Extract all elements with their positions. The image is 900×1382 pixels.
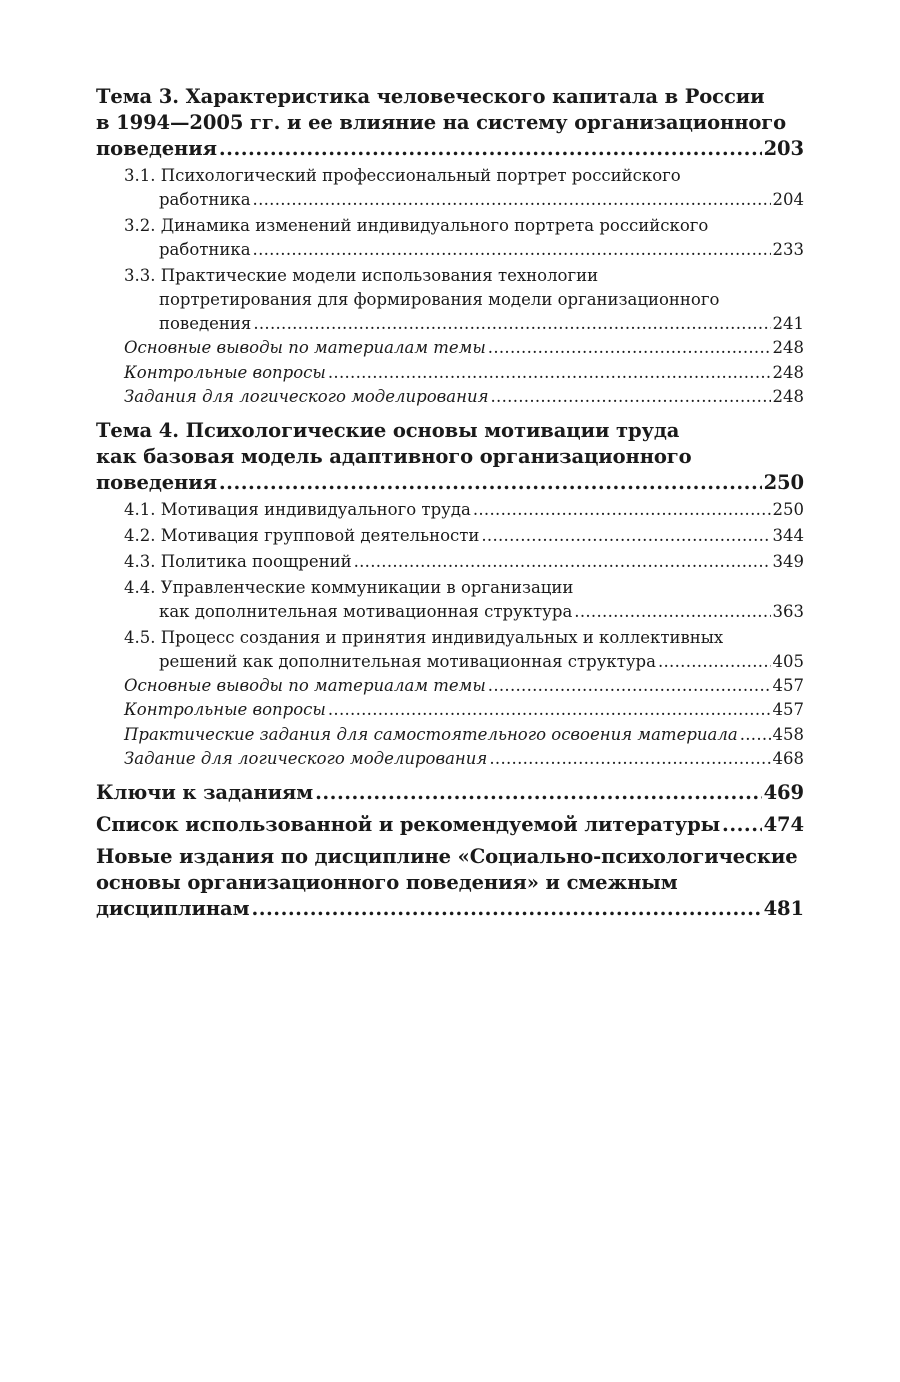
- aux-label: Основные выводы по материалам темы: [124, 675, 486, 695]
- page-number: 457: [772, 675, 804, 695]
- section-title-text: 4.3. Политика поощрений: [124, 551, 352, 571]
- page-number: 250: [772, 499, 804, 519]
- section-title-line: 3.3. Практические модели использования технологии: [124, 266, 599, 285]
- toc-section-4-4: [96, 576, 804, 624]
- page-number: 468: [772, 749, 804, 768]
- section-title-last-line: [124, 550, 804, 574]
- toc-section-3-2: [96, 214, 804, 262]
- toc-aux-item: [124, 361, 804, 386]
- page-number: 481: [763, 896, 804, 920]
- dot-leader: [658, 650, 771, 674]
- chapter-title-last-line: [96, 812, 804, 838]
- section-title-line: 3.1. Психологический профессиональный портрет российского: [124, 166, 681, 185]
- dot-leader: [328, 698, 771, 723]
- toc-section-4-5: [96, 626, 804, 674]
- chapter-title-last-line: [96, 136, 804, 162]
- page-number: 248: [772, 387, 804, 406]
- table-of-contents: [96, 84, 804, 922]
- aux-label: Контрольные вопросы: [124, 700, 326, 719]
- section-title-text: 4.2. Мотивация групповой деятельности: [124, 525, 480, 545]
- chapter-title-last-line: [96, 896, 804, 922]
- toc-aux-group-topic4: [96, 674, 804, 772]
- chapter-title-last-line: [96, 780, 804, 806]
- section-title-last-line: [124, 600, 804, 624]
- chapter-title-text: Список использованной и рекомендуемой литературы: [96, 812, 721, 836]
- toc-section-4-1: [96, 498, 804, 522]
- aux-label: Контрольные вопросы: [124, 362, 326, 382]
- dot-leader: [473, 498, 771, 522]
- dot-leader: [253, 312, 770, 336]
- page-number: 203: [763, 137, 804, 160]
- toc-chapter-topic3: [96, 84, 804, 162]
- section-title-line: 4.5. Процесс создания и принятия индивидуальных и коллективных: [124, 627, 724, 647]
- toc-aux-group-topic3: [96, 336, 804, 410]
- aux-label: Практические задания для самостоятельного освоения материала: [124, 724, 738, 744]
- section-title-line: 4.4. Управленческие коммуникации в организации: [124, 577, 574, 597]
- page-number: 363: [772, 601, 804, 621]
- dot-leader: [740, 723, 771, 748]
- dot-leader: [722, 812, 762, 838]
- page-number: 474: [763, 812, 804, 836]
- section-title-line: 3.2. Динамика изменений индивидуального портрета российского: [124, 216, 709, 235]
- dot-leader: [328, 361, 771, 386]
- section-title-text: поведения: [159, 314, 252, 333]
- chapter-title-line: в 1994—2005 гг. и ее влияние на систему организационного: [96, 111, 787, 134]
- page-number: 458: [772, 724, 804, 744]
- chapter-title-text: поведения: [96, 137, 217, 160]
- dot-leader: [489, 747, 770, 772]
- page-number: 204: [772, 190, 804, 209]
- toc-aux-item: [124, 747, 804, 772]
- page-number: 349: [772, 551, 804, 571]
- page-number: 457: [772, 700, 804, 719]
- page-number: 248: [772, 362, 804, 382]
- toc-section-3-1: [96, 164, 804, 212]
- section-title-text: решений как дополнительная мотивационная структура: [159, 651, 656, 671]
- chapter-title-line: Новые издания по дисциплине «Социально-психологические: [96, 844, 798, 868]
- page-number: 241: [772, 314, 804, 333]
- page-number: 233: [772, 240, 804, 259]
- chapter-title-text: Ключи к заданиям: [96, 780, 314, 804]
- section-title-line: портретирования для формирования модели организационного: [159, 290, 720, 309]
- section-title-last-line: [124, 188, 804, 212]
- section-title-last-line: [124, 498, 804, 522]
- chapter-title-line: Тема 3. Характеристика человеческого капитала в России: [96, 85, 765, 108]
- toc-aux-item: [124, 336, 804, 361]
- toc-chapter-literature: [96, 812, 804, 838]
- section-title-last-line: [124, 524, 804, 548]
- toc-chapter-keys: [96, 780, 804, 806]
- chapter-title-line: как базовая модель адаптивного организационного: [96, 444, 692, 468]
- toc-chapter-new-editions: [96, 844, 804, 922]
- dot-leader: [253, 238, 771, 262]
- aux-label: Задания для логического моделирования: [124, 387, 489, 406]
- section-title-text: 4.1. Мотивация индивидуального труда: [124, 499, 471, 519]
- aux-label: Задание для логического моделирования: [124, 749, 488, 768]
- toc-section-4-3: [96, 550, 804, 574]
- aux-label: Основные выводы по материалам темы: [124, 338, 486, 357]
- dot-leader: [253, 188, 771, 212]
- chapter-title-line: основы организационного поведения» и смежным: [96, 870, 678, 894]
- section-title-text: работника: [159, 190, 251, 209]
- dot-leader: [488, 674, 771, 699]
- chapter-title-last-line: [96, 470, 804, 496]
- toc-aux-item: [124, 723, 804, 748]
- section-title-last-line: [124, 312, 804, 336]
- dot-leader: [481, 524, 770, 548]
- section-title-last-line: [124, 650, 804, 674]
- section-title-text: работника: [159, 240, 251, 259]
- dot-leader: [315, 780, 762, 806]
- section-title-last-line: [124, 238, 804, 262]
- chapter-title-line: Тема 4. Психологические основы мотивации труда: [96, 418, 680, 442]
- toc-chapter-topic4: [96, 418, 804, 496]
- toc-aux-item: [124, 385, 804, 410]
- page-number: 405: [772, 651, 804, 671]
- chapter-title-text: дисциплинам: [96, 896, 250, 920]
- dot-leader: [491, 385, 771, 410]
- toc-aux-item: [124, 674, 804, 699]
- toc-aux-item: [124, 698, 804, 723]
- page-number: 250: [763, 470, 804, 494]
- section-title-text: как дополнительная мотивационная структура: [159, 601, 573, 621]
- dot-leader: [488, 336, 771, 361]
- dot-leader: [354, 550, 771, 574]
- dot-leader: [574, 600, 770, 624]
- toc-section-4-2: [96, 524, 804, 548]
- dot-leader: [219, 136, 762, 162]
- dot-leader: [219, 470, 762, 496]
- chapter-title-text: поведения: [96, 470, 217, 494]
- page-number: 344: [772, 525, 804, 545]
- page-number: 248: [772, 338, 804, 357]
- toc-section-3-3: [96, 264, 804, 336]
- dot-leader: [251, 896, 761, 922]
- page-number: 469: [763, 780, 804, 804]
